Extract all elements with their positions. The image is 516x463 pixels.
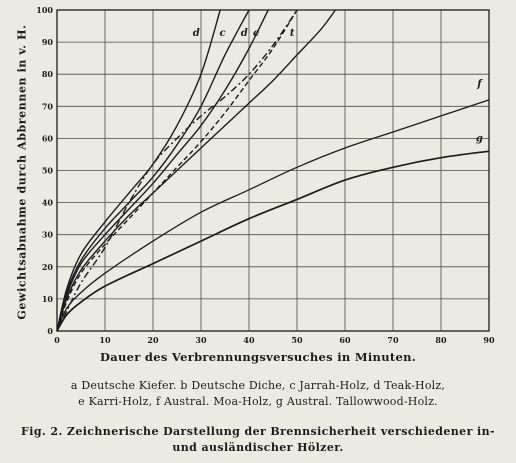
y-tick-label: 20 xyxy=(41,261,53,272)
series-label-e: e xyxy=(253,28,260,39)
x-tick-label: 90 xyxy=(483,335,495,345)
series-label-t: t xyxy=(289,28,295,39)
y-tick-label: 0 xyxy=(47,326,53,336)
x-tick-label: 80 xyxy=(435,335,447,345)
series-label-d: d xyxy=(240,28,248,39)
y-axis-label: Gewichtsabnahme durch Abbrennen in v. H. xyxy=(15,24,29,320)
y-tick-label: 40 xyxy=(41,197,53,208)
y-tick-label: 70 xyxy=(41,101,53,112)
x-tick-label: 0 xyxy=(54,335,60,345)
x-tick-label: 40 xyxy=(243,335,255,345)
caption-line-2: und ausländischer Hölzer. xyxy=(172,441,344,454)
grid-lines xyxy=(57,10,489,331)
x-tick-label: 70 xyxy=(387,335,399,345)
series-label-f: f xyxy=(477,79,482,91)
series-label-d: d xyxy=(192,28,200,39)
series-labels xyxy=(193,28,484,145)
x-tick-label: 30 xyxy=(195,335,207,345)
x-tick-label: 50 xyxy=(291,335,303,345)
series-label-c: c xyxy=(219,28,226,39)
figure-caption xyxy=(0,424,516,456)
y-tick-label: 100 xyxy=(36,5,53,15)
y-tick-label: 90 xyxy=(41,37,53,48)
x-tick-label: 20 xyxy=(147,335,159,345)
y-tick-label: 60 xyxy=(41,133,53,144)
caption-line-1: Fig. 2. Zeichnerische Darstellung der Brennsicherheit verschiedener in- xyxy=(21,425,495,438)
x-axis-label: Dauer des Verbrennungsversuches in Minuten. xyxy=(99,350,417,364)
y-tick-label: 30 xyxy=(41,229,53,240)
x-tick-label: 60 xyxy=(339,335,351,345)
legend xyxy=(0,378,516,410)
legend-line-1: a Deutsche Kiefer. b Deutsche Diche, c Jarrah-Holz, d Teak-Holz, xyxy=(70,379,446,392)
legend-line-2: e Karri-Holz, f Austral. Moa-Holz, g Austral. Tallowwood-Holz. xyxy=(78,395,438,408)
series-line-f xyxy=(57,100,489,331)
series-label-g: g xyxy=(475,133,483,145)
y-tick-label: 50 xyxy=(41,165,53,176)
x-tick-label: 10 xyxy=(99,335,111,345)
y-tick-label: 10 xyxy=(41,293,53,304)
y-tick-label: 80 xyxy=(41,69,53,80)
